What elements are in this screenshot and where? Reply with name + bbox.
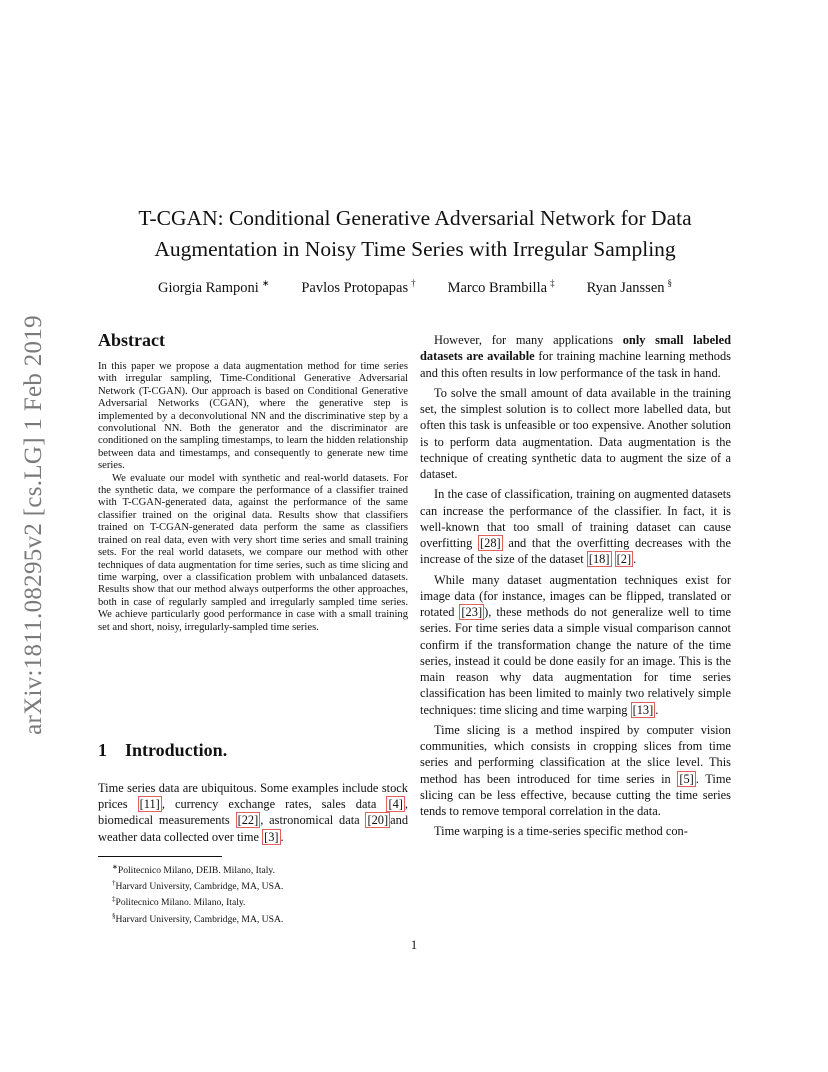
author: Giorgia Ramponi ∗ xyxy=(157,278,270,296)
body-paragraph: To solve the small amount of data available in the training set, the simplest solution is to collect more labelled data, but often this task is unfeasible or too expensive. Another solution is to perform data augmentation. Data augmentation is the technique of creating synthetic data to augment the size of a dataset. xyxy=(420,385,731,481)
footnote: †Harvard University, Cambridge, MA, USA. xyxy=(112,879,284,893)
citation-link[interactable]: [2] xyxy=(616,552,632,567)
title-line-2: Augmentation in Noisy Time Series with Irregular Sampling xyxy=(154,237,676,261)
citation-link[interactable]: [13] xyxy=(632,702,654,717)
citation-link[interactable]: [20] xyxy=(367,813,389,828)
footnote: §Harvard University, Cambridge, MA, USA. xyxy=(112,911,284,925)
right-column xyxy=(420,332,731,840)
author: Ryan Janssen § xyxy=(586,278,673,296)
body-paragraph: Time warping is a time-series specific method con- xyxy=(434,824,688,839)
paper-title xyxy=(80,203,750,265)
footnote: ‡Politecnico Milano. Milano, Italy. xyxy=(112,895,246,909)
footnotes xyxy=(112,861,412,926)
abstract-heading: Abstract xyxy=(98,330,165,350)
abstract-paragraph-1: In this paper we propose a data augmentation method for time series with irregular sampling, Time-Conditional Generative Adversarial Network (T-CGAN). Our approach is based on Conditional Generative Adversarial Networks (CGAN), where the generative step is implemented by a deconvolutional NN and the discriminative step by a convolutional NN. Both the generator and the discriminator are conditioned on the sampling timestamps, to learn the hidden relationship between data and timestamps, and consequently to generate new time series. xyxy=(98,361,408,472)
citation-link[interactable]: [28] xyxy=(480,536,501,550)
abstract-section xyxy=(98,330,408,634)
arxiv-identifier: arXiv:1811.08295v2 [cs.LG] 1 Feb 2019 xyxy=(20,315,47,735)
title-line-1: T-CGAN: Conditional Generative Adversarial Network for Data xyxy=(138,206,692,230)
citation-link[interactable]: [3] xyxy=(264,829,279,844)
citation-link[interactable]: [5] xyxy=(679,771,694,786)
author: Pavlos Protopapas † xyxy=(301,278,416,296)
author: Marco Brambilla ‡ xyxy=(447,278,555,296)
body-paragraph: In the case of classification, training on augmented datasets can increase the performance of the classifier. In fact, it is well-known that too small of training dataset can cause overfitting [28] and that the overfitting decreases with the increase of the size of the dataset [18] [2] . xyxy=(420,487,731,567)
body-paragraph: However, for many applications only small labeled datasets are available for training machine learning methods and this often results in low performance of the task in hand. xyxy=(420,333,732,380)
citation-link[interactable]: [4] xyxy=(388,797,403,812)
body-paragraph: Time slicing is a method inspired by computer vision communities, which consists in cropping slices from time series and performing classification at the slice level. This method has been introduced for time series in [5] . Time slicing can be less effective, because cutting the time series tends to remove temporal correlation in the data. xyxy=(420,722,731,818)
citation-link[interactable]: [18] xyxy=(588,552,610,567)
citation-link[interactable]: [11] xyxy=(139,797,160,812)
introduction-heading: 1 Introduction. xyxy=(98,740,228,760)
author-list xyxy=(80,280,750,297)
introduction-paragraph: Time series data are ubiquitous. Some examples include stock prices [11] , currency exchange rates, sales data [4] , biomedical measurements [22] , astronomical data [20] and weather data collected over time [3] . xyxy=(98,781,409,844)
footnote-rule xyxy=(98,856,222,857)
citation-link[interactable]: [22] xyxy=(237,813,259,828)
footnote: ∗Politecnico Milano, DEIB. Milano, Italy. xyxy=(112,863,275,877)
citation-link[interactable]: [23] xyxy=(461,605,483,619)
abstract-paragraph-2: We evaluate our model with synthetic and real-world datasets. For the synthetic data, we compare the performance of a classifier trained with T-CGAN-generated data, against the performance of the same classifier trained on the original data. Results show that classifiers trained on T-CGAN-generated data perform the same as classifiers trained on real data, even with very short time series and small training sets. For the real world datasets, we compare our method with other techniques of data augmentation for time series, such as time slicing and time warping, over a classification problem with unbalanced datasets. Results show that our method always outperforms the other approaches, both in case of regularly sampled and irregularly sampled time series. We achieve particularly good performance in case with a small training set and short, noisy, irregularly-sampled time series. xyxy=(98,472,408,633)
page-number: 1 xyxy=(410,938,418,952)
body-paragraph: While many dataset augmentation techniques exist for image data (for instance, images can be flipped, translated or rotated [23] ), these methods do not generalize well to time series. For time series data a simple visual comparison cannot confirm if the transformation change the nature of the time series, instead it could be done easily for an image. This is the main reason why data augmentation for time series classification has been limited to mainly two relatively simple techniques: time slicing and time warping [13] . xyxy=(420,572,731,717)
